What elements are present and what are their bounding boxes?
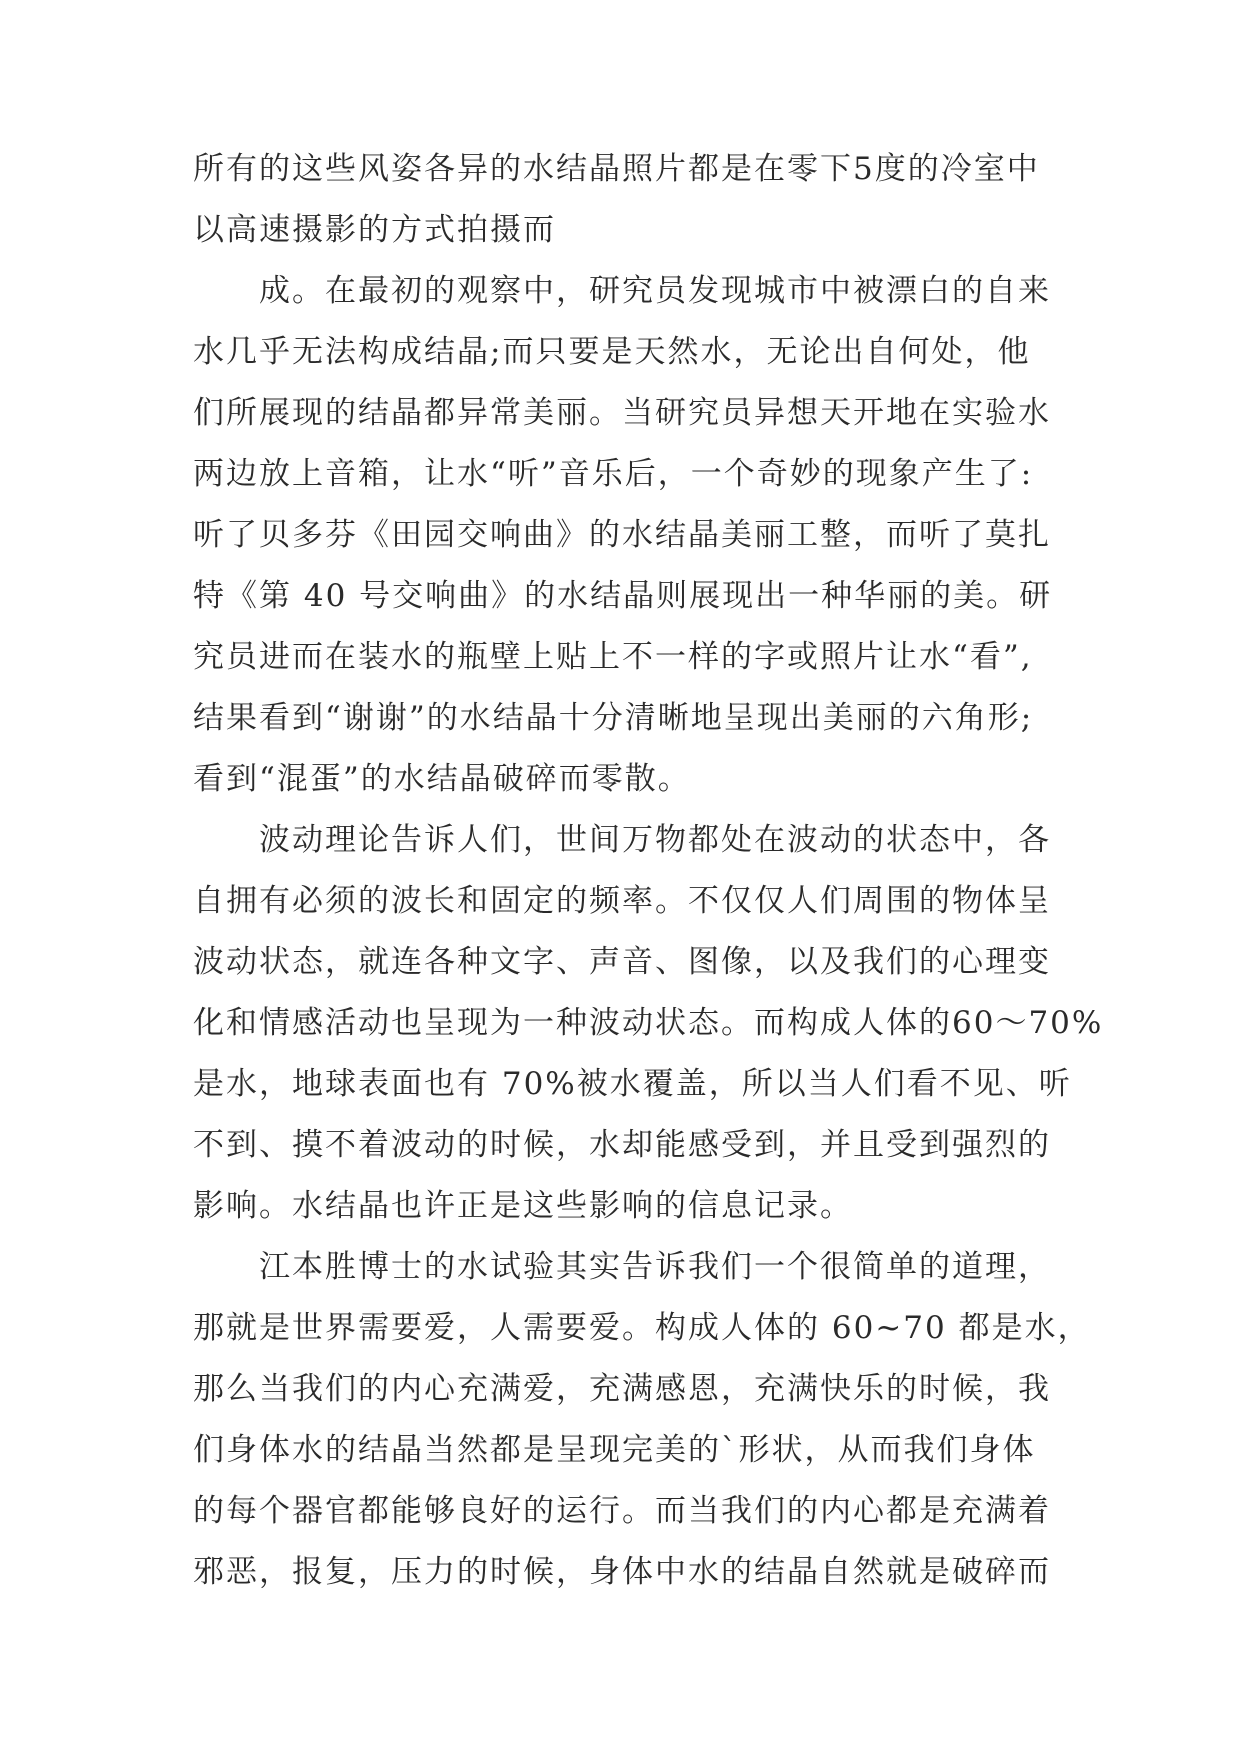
body-text bbox=[193, 139, 1104, 1603]
text-line-8: 特《第 40 号交响曲》的水结晶则展现出一种华丽的美。研 bbox=[193, 578, 1053, 614]
text-line-2: 以高速摄影的方式拍摄而 bbox=[193, 212, 556, 248]
text-line-16: 是水，地球表面也有 70%被水覆盖，所以当人们看不见、听 bbox=[193, 1066, 1072, 1102]
text-line-4: 水几乎无法构成结晶;而只要是天然水，无论出自何处，他 bbox=[193, 334, 1031, 370]
text-line-10: 结果看到“谢谢”的水结晶十分清晰地呈现出美丽的六角形; bbox=[193, 700, 1034, 736]
text-line-14: 波动状态，就连各种文字、声音、图像，以及我们的心理变 bbox=[193, 944, 1051, 980]
text-line-23: 的每个器官都能够良好的运行。而当我们的内心都是充满着 bbox=[193, 1493, 1051, 1529]
text-line-11: 看到“混蛋”的水结晶破碎而零散。 bbox=[193, 761, 691, 797]
text-line-1: 所有的这些风姿各异的水结晶照片都是在零下5度的冷室中 bbox=[193, 151, 1040, 187]
text-line-22: 们身体水的结晶当然都是呈现完美的`形状，从而我们身体 bbox=[193, 1432, 1036, 1468]
paragraph-start-line: 成。在最初的观察中，研究员发现城市中被漂白的自来 bbox=[259, 273, 1051, 309]
text-line-6: 两边放上音箱，让水“听”音乐后，一个奇妙的现象产生了: bbox=[193, 456, 1034, 492]
text-line-15: 化和情感活动也呈现为一种波动状态。而构成人体的60～70% bbox=[193, 1005, 1104, 1041]
text-line-21: 那么当我们的内心充满爱，充满感恩，充满快乐的时候，我 bbox=[193, 1371, 1051, 1407]
text-line-7: 听了贝多芬《田园交响曲》的水结晶美丽工整，而听了莫扎 bbox=[193, 517, 1051, 553]
text-line-24: 邪恶，报复，压力的时候，身体中水的结晶自然就是破碎而 bbox=[193, 1554, 1051, 1590]
text-line-5: 们所展现的结晶都异常美丽。当研究员异想天开地在实验水 bbox=[193, 395, 1051, 431]
paragraph-start-line: 波动理论告诉人们，世间万物都处在波动的状态中，各 bbox=[259, 822, 1051, 858]
text-line-9: 究员进而在装水的瓶壁上贴上不一样的字或照片让水“看”, bbox=[193, 639, 1033, 675]
text-line-20: 那就是世界需要爱，人需要爱。构成人体的 60~70 都是水， bbox=[193, 1310, 1091, 1346]
text-line-17: 不到、摸不着波动的时候，水却能感受到，并且受到强烈的 bbox=[193, 1127, 1051, 1163]
text-line-13: 自拥有必须的波长和固定的频率。不仅仅人们周围的物体呈 bbox=[193, 883, 1051, 919]
text-line-18: 影响。水结晶也许正是这些影响的信息记录。 bbox=[193, 1188, 853, 1224]
paragraph-start-line: 江本胜博士的水试验其实告诉我们一个很简单的道理， bbox=[259, 1249, 1051, 1285]
